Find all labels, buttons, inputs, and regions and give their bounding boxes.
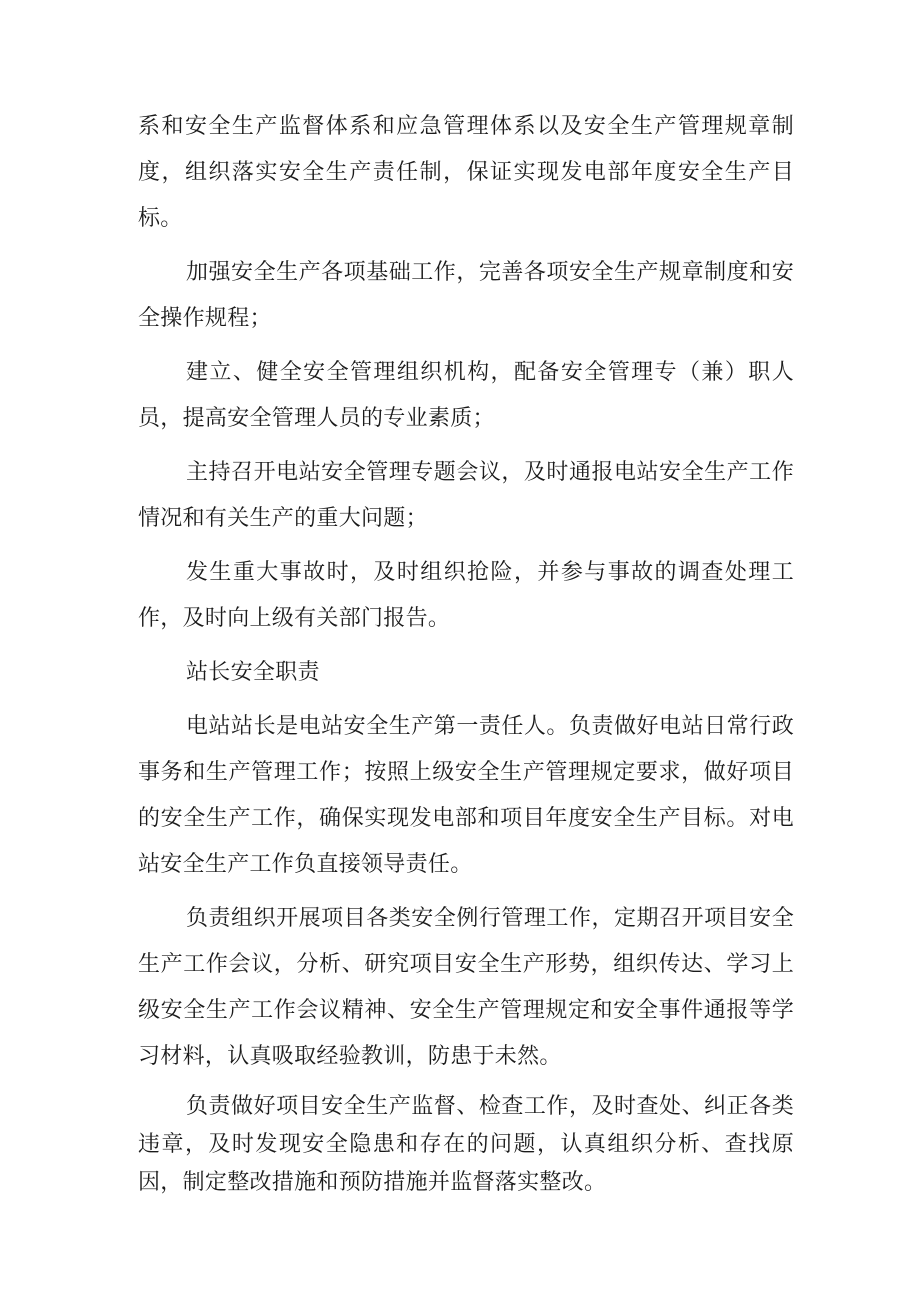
last-block bbox=[138, 1088, 794, 1202]
document-body bbox=[138, 104, 794, 1202]
paragraph-continuation: 系和安全生产监督体系和应急管理体系以及安全生产管理规章制度，组织落实安全生产责任制，保证实现发电部年度安全生产目标。 bbox=[138, 114, 794, 231]
paragraph-basic-work: 加强安全生产各项基础工作，完善各项安全生产规章制度和安全操作规程； bbox=[138, 260, 794, 331]
paragraph-station-manager: 电站站长是电站安全生产第一责任人。负责做好电站日常行政事务和生产管理工作；按照上级安全生产管理规定要求，做好项目的安全生产工作，确保实现发电部和项目年度安全生产目标。对电站安全生产工作负直接领导责任。 bbox=[138, 714, 794, 877]
paragraph-organization: 建立、健全安全管理组织机构，配备安全管理专（兼）职人员，提高安全管理人员的专业素质； bbox=[138, 360, 794, 431]
paragraph-accidents: 发生重大事故时，及时组织抢险，并参与事故的调查处理工作，及时向上级有关部门报告。 bbox=[138, 560, 794, 631]
paragraph-routine-management: 负责组织开展项目各类安全例行管理工作，定期召开项目安全生产工作会议，分析、研究项目安全生产形势，组织传达、学习上级安全生产工作会议精神、安全生产管理规定和安全事件通报等学习材料，认真吸取经验教训，防患于未然。 bbox=[138, 906, 794, 1069]
paragraph-supervision: 负责做好项目安全生产监督、检查工作，及时查处、纠正各类违章，及时发现安全隐患和存在的问题，认真组织分析、查找原因，制定整改措施和预防措施并监督落实整改。 bbox=[138, 1094, 794, 1195]
section-heading: 站长安全职责 bbox=[186, 660, 320, 685]
paragraph-meetings: 主持召开电站安全管理专题会议，及时通报电站安全生产工作情况和有关生产的重大问题； bbox=[138, 460, 794, 531]
